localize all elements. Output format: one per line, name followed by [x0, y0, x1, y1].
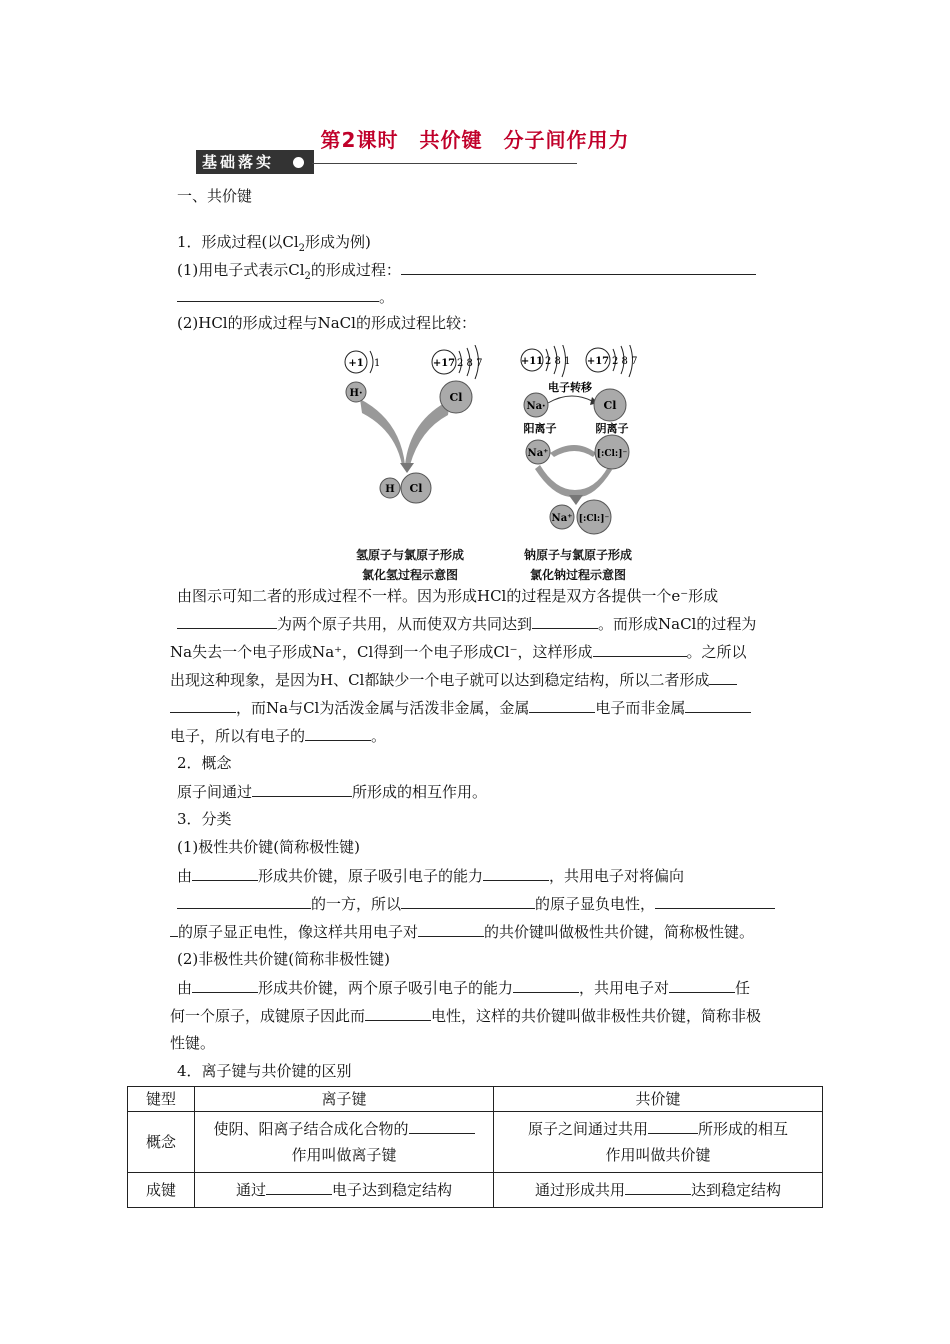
comparison-table	[127, 1086, 823, 1208]
section-heading: 一、共价键	[177, 187, 253, 205]
polar-line2: 的一方，所以 的原子显负电性，	[177, 893, 775, 914]
na-ion-label: Na⁺	[527, 448, 549, 459]
banner-dot	[293, 157, 304, 168]
para1-line5: ，而Na与Cl为活泼金属与活泼非金属，金属 电子而非金属	[170, 697, 751, 718]
answer-blank[interactable]	[529, 697, 595, 713]
transfer-label: 电子转移	[548, 381, 592, 394]
classification-heading: 3．分类	[177, 810, 232, 828]
difference-heading: 4．离子键与共价键的区别	[177, 1062, 352, 1080]
nonpolar-line3: 性键。	[170, 1034, 216, 1052]
answer-blank[interactable]	[409, 1118, 475, 1134]
h-nucleus-label: +1	[348, 358, 364, 369]
answer-blank[interactable]	[655, 893, 775, 909]
answer-blank[interactable]	[648, 1118, 698, 1134]
answer-blank[interactable]	[177, 893, 311, 909]
table-row	[128, 1173, 823, 1208]
polar-heading: (1)极性共价键(简称极性键)	[177, 838, 360, 856]
answer-blank[interactable]	[170, 921, 178, 937]
question-2: (2)HCl的形成过程与NaCl的形成过程比较：	[177, 314, 476, 332]
cl2-shell-label: 2 8 7	[612, 356, 638, 367]
answer-blank[interactable]	[625, 1179, 691, 1195]
table-cell: 通过 电子达到稳定结构	[195, 1173, 494, 1208]
na-shell-label: 2 8 1	[545, 356, 571, 367]
cl-ion-label: [:Cl:]⁻	[596, 449, 628, 459]
para1-line4: 出现这种现象，是因为H、Cl都缺少一个电子就可以达到稳定结构，所以二者形成	[170, 669, 737, 690]
section-banner: 基础落实	[196, 150, 314, 174]
answer-blank[interactable]	[685, 697, 751, 713]
answer-blank[interactable]	[192, 977, 258, 993]
answer-blank[interactable]	[192, 865, 258, 881]
concept-text: 原子间通过 所形成的相互作用。	[177, 783, 488, 801]
answer-blank[interactable]	[177, 286, 379, 302]
na-nucleus-label: +11	[520, 356, 544, 367]
cl2-nucleus-label: +17	[586, 356, 610, 367]
answer-blank[interactable]	[266, 1179, 332, 1195]
nonpolar-line1: 由 形成共价键，两个原子吸引电子的能力 ，共用电子对 任	[177, 979, 751, 997]
answer-blank[interactable]	[513, 977, 579, 993]
nonpolar-line2: 何一个原子，成键原子因此而 电性，这样的共价键叫做非极性共价键，简称非极	[170, 1007, 762, 1025]
table-cell: 成键	[128, 1173, 195, 1208]
answer-blank[interactable]	[532, 613, 598, 629]
table-row	[128, 1112, 823, 1173]
question-1-cont: 。	[177, 286, 394, 307]
answer-blank[interactable]	[669, 977, 735, 993]
table-cell: 使阴、阳离子结合成化合物的 作用叫做离子键	[195, 1112, 494, 1173]
table-row	[128, 1087, 823, 1112]
na-atom-label: Na·	[526, 401, 546, 412]
table-header: 键型	[128, 1087, 195, 1112]
anion-label: 阴离子	[595, 422, 629, 435]
answer-blank[interactable]	[593, 641, 687, 657]
table-cell: 通过形成共用 达到稳定结构	[494, 1173, 823, 1208]
para1-line3: Na失去一个电子形成Na⁺，Cl得到一个电子形成Cl⁻，这样形成 。之所以	[170, 643, 747, 661]
table-cell: 原子之间通过共用 所形成的相互 作用叫做共价键	[494, 1112, 823, 1173]
cl2-atom-label: Cl	[603, 399, 617, 412]
cl-atom-label: Cl	[449, 391, 463, 404]
para1-line2: 为两个原子共用，从而使双方共同达到 。而形成NaCl的过程为	[177, 613, 756, 634]
question-1: (1)用电子式表示$Cl_2$的形成过程：	[177, 259, 756, 287]
page-title: 第2课时 共价键 分子间作用力	[320, 128, 630, 152]
answer-blank[interactable]	[401, 893, 535, 909]
para1-line1: 由图示可知二者的形成过程不一样。因为形成HCl的过程是双方各提供一个e⁻形成	[177, 587, 719, 605]
cl-ion-product-label: [:Cl:]⁻	[578, 514, 610, 524]
hcl-merge-shape	[360, 399, 450, 465]
answer-blank[interactable]	[709, 669, 737, 685]
answer-blank[interactable]	[483, 865, 549, 881]
caption-nacl: 钠原子与氯原子形成 氯化钠过程示意图	[523, 548, 632, 582]
table-header: 共价键	[494, 1087, 823, 1112]
na-ion-product-label: Na⁺	[551, 513, 573, 524]
cl-nucleus-label: +17	[432, 358, 456, 369]
transfer-arrow	[548, 396, 592, 403]
concept-heading: 2．概念	[177, 754, 232, 772]
para1-line6: 电子，所以有电子的 。	[170, 727, 387, 745]
h-shell-label: 1	[374, 358, 381, 369]
nacl-arrow-head	[569, 495, 583, 505]
cl-shell-label: 2 8 7	[457, 358, 483, 369]
table-header: 离子键	[195, 1087, 494, 1112]
polar-line3: 的原子显正电性，像这样共用电子对 的共价键叫做极性共价键，简称极性键。	[170, 921, 754, 942]
answer-blank[interactable]	[418, 921, 484, 937]
h-shell-arc	[370, 351, 373, 373]
answer-blank[interactable]	[365, 1005, 431, 1021]
answer-blank[interactable]	[177, 613, 277, 629]
answer-blank[interactable]	[252, 781, 352, 797]
polar-line1: 由 形成共价键，原子吸引电子的能力 ，共用电子对将偏向	[177, 867, 685, 885]
cation-label: 阳离子	[523, 422, 557, 435]
cl-product-label: Cl	[409, 482, 423, 495]
h-atom-label: H·	[349, 388, 363, 399]
nacl-top-arc	[550, 445, 596, 457]
nonpolar-heading: (2)非极性共价键(简称非极性键)	[177, 950, 390, 968]
h-product-label: H	[385, 484, 395, 495]
formation-heading: 1．形成过程(以$Cl_2$形成为例)	[177, 233, 371, 254]
hcl-arrow-head	[400, 463, 414, 473]
answer-blank[interactable]	[305, 725, 371, 741]
answer-blank[interactable]	[170, 697, 236, 713]
banner-divider	[312, 163, 577, 164]
answer-blank[interactable]	[401, 259, 756, 275]
table-cell: 概念	[128, 1112, 195, 1173]
caption-hcl: 氢原子与氯原子形成 氯化氢过程示意图	[355, 548, 464, 582]
